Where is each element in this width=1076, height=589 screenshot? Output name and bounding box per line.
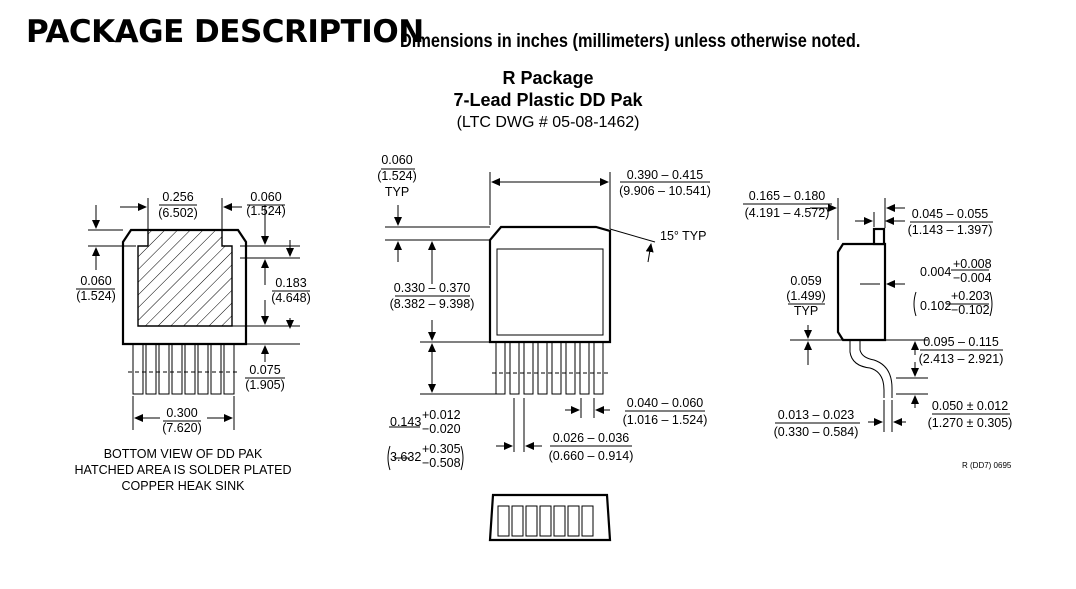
dim-0256: 0.256 — [162, 190, 194, 204]
dim-body-thk: 0.165 – 0.180 — [748, 189, 826, 203]
dim-body-thk-mm: (4.191 – 4.572) — [744, 206, 830, 220]
dim-lead-len-plus: +0.012 — [422, 408, 461, 422]
dim-foot-ht: 0.095 – 0.115 — [923, 335, 999, 349]
dim-width-mm: (9.906 – 10.541) — [619, 184, 711, 198]
dim-lead-pitch-mm: (1.016 – 1.524) — [622, 413, 708, 427]
front-view-inner-frame — [497, 249, 603, 335]
dim-foot-len: 0.050 ± 0.012 — [931, 399, 1009, 413]
dim-tab-0060: 0.060 — [381, 153, 413, 167]
dim-standoff-mm: 0.102 — [920, 299, 952, 313]
heat-sink-hatched-area — [138, 230, 232, 326]
dim-lead-width: 0.026 – 0.036 — [552, 431, 630, 445]
dim-standoff: 0.004 — [920, 265, 952, 279]
dim-lead-pitch: 0.040 – 0.060 — [626, 396, 704, 410]
dim-standoff-mm-minus: −0.102 — [951, 303, 990, 317]
side-view-body — [838, 244, 885, 340]
dim-0256-mm: (6.502) — [158, 206, 198, 220]
dim-width: 0.390 – 0.415 — [626, 168, 704, 182]
front-view-body — [490, 227, 610, 342]
side-view-tab — [874, 229, 884, 244]
dim-tab-thk: 0.045 – 0.055 — [911, 207, 989, 221]
dim-lead-len-minus: −0.020 — [422, 422, 461, 436]
dim-standoff-plus: +0.008 — [953, 257, 992, 271]
dim-lead-len-mm: 3.632 — [390, 450, 422, 464]
dim-standoff-mm-plus: +0.203 — [951, 289, 990, 303]
dim-0300-mm: (7.620) — [162, 421, 202, 435]
dim-0300: 0.300 — [166, 406, 198, 420]
dim-lead-len-mm-plus: +0.305 — [422, 442, 461, 456]
bottom-view-caption-3: COPPER HEAK SINK — [121, 479, 245, 493]
dim-lead-offset: 0.059 — [790, 274, 822, 288]
dim-standoff-minus: −0.004 — [953, 271, 992, 285]
dim-lead-thk-mm: (0.330 – 0.584) — [773, 425, 859, 439]
dim-left-0060: 0.060 — [80, 274, 112, 288]
dim-tab-0060-mm: (1.524) — [377, 169, 417, 183]
dim-height-mm: (8.382 – 9.398) — [389, 297, 475, 311]
dim-lead-len-mm-minus: −0.508 — [422, 456, 461, 470]
drawing-code: R (DD7) 0695 — [962, 461, 1012, 470]
dim-foot-ht-mm: (2.413 – 2.921) — [918, 352, 1004, 366]
drawing-number: (LTC DWG # 05-08-1462) — [456, 114, 640, 131]
front-view — [377, 153, 711, 470]
front-view-leads — [492, 342, 608, 394]
dim-left-0060-mm: (1.524) — [76, 289, 116, 303]
bottom-view-caption-2: HATCHED AREA IS SOLDER PLATED — [74, 463, 292, 477]
dim-angle: 15° TYP — [660, 229, 707, 243]
dim-lead-thk: 0.013 – 0.023 — [777, 408, 855, 422]
bottom-view — [75, 190, 311, 493]
dim-0075-mm: (1.905) — [245, 378, 285, 392]
dim-foot-len-mm: (1.270 ± 0.305) — [927, 416, 1013, 430]
bottom-view-caption-1: BOTTOM VIEW OF DD PAK — [103, 447, 263, 461]
dim-0060: 0.060 — [250, 190, 282, 204]
side-view-lead — [850, 340, 892, 398]
dim-0075: 0.075 — [249, 363, 281, 377]
side-view — [743, 189, 1012, 470]
dim-height: 0.330 – 0.370 — [393, 281, 471, 295]
end-view — [490, 495, 610, 540]
page-title: PACKAGE DESCRIPTION — [26, 14, 424, 50]
bottom-view-leads — [128, 344, 240, 394]
dim-lead-offset-mm: (1.499) — [786, 289, 826, 303]
dim-0183: 0.183 — [275, 276, 307, 290]
units-note: Dimensions in inches (millimeters) unless otherwise noted. — [400, 31, 861, 52]
package-subtitle: 7-Lead Plastic DD Pak — [453, 90, 643, 110]
dim-lead-len: 0.143 — [390, 415, 422, 429]
dim-lead-width-mm: (0.660 – 0.914) — [548, 449, 634, 463]
dim-0183-mm: (4.648) — [271, 291, 311, 305]
dim-0060-mm: (1.524) — [246, 204, 286, 218]
dim-lead-offset-typ: TYP — [793, 304, 819, 318]
dim-tab-typ: TYP — [384, 185, 410, 199]
dim-tab-thk-mm: (1.143 – 1.397) — [907, 223, 993, 237]
package-name: R Package — [502, 68, 594, 88]
